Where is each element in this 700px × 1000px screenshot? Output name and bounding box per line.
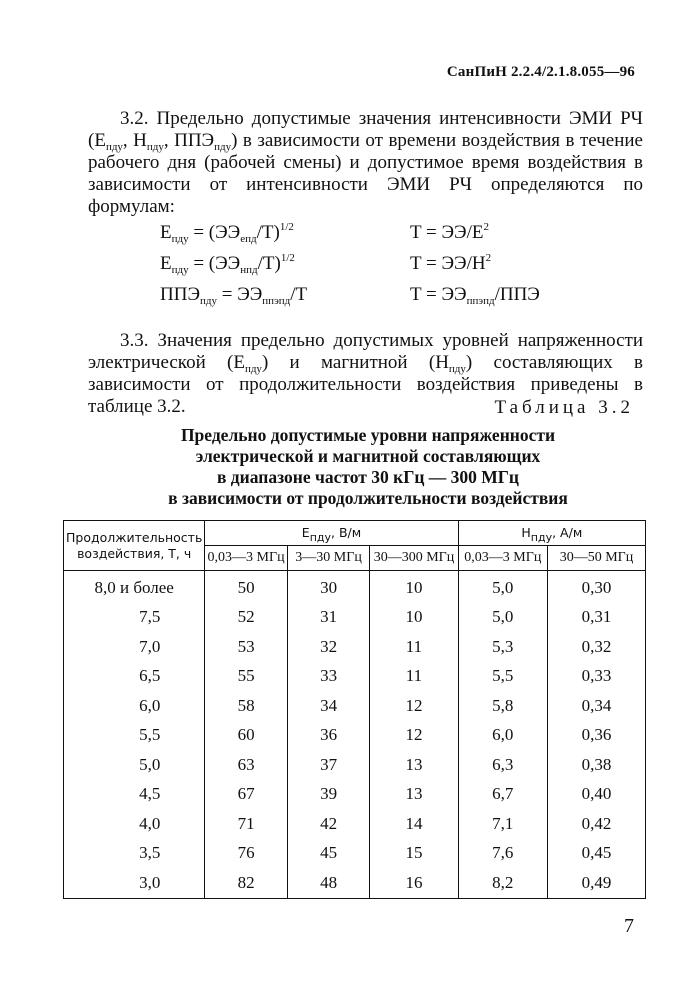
- value-cell: 71: [205, 809, 288, 839]
- formula-h-time: $T = ЭЭ/H^2$: [410, 252, 492, 274]
- duration-cell: 4,5: [64, 780, 205, 810]
- duration-cell: 6,5: [64, 662, 205, 692]
- value-cell: 60: [205, 721, 288, 751]
- duration-cell: 4,0: [64, 809, 205, 839]
- duration-cell: 5,5: [64, 721, 205, 751]
- formula-h-limit: $E_{пду} = (ЭЭ_{нпд}/T)^{1/2}$: [160, 252, 295, 276]
- table-row: [64, 691, 646, 721]
- value-cell: 11: [370, 632, 458, 662]
- value-cell: 0,30: [547, 571, 645, 603]
- duration-cell: 6,0: [64, 691, 205, 721]
- table-title-line: в зависимости от продолжительности воздействия: [168, 488, 568, 508]
- value-cell: 34: [287, 691, 370, 721]
- value-cell: 5,8: [458, 691, 547, 721]
- value-cell: 16: [370, 868, 458, 898]
- value-cell: 32: [287, 632, 370, 662]
- table-title-line: Предельно допустимые уровни напряженности: [180, 425, 556, 445]
- formula-row: [160, 222, 630, 253]
- value-cell: 0,33: [547, 662, 645, 692]
- value-cell: 13: [370, 780, 458, 810]
- table-title: [88, 425, 648, 509]
- value-cell: 36: [287, 721, 370, 751]
- value-cell: 76: [205, 839, 288, 869]
- formula-row: [160, 253, 630, 284]
- table-body: [64, 571, 646, 899]
- value-cell: 7,6: [458, 839, 547, 869]
- value-cell: 0,38: [547, 750, 645, 780]
- value-cell: 53: [205, 632, 288, 662]
- value-cell: 0,36: [547, 721, 645, 751]
- table-row: [64, 632, 646, 662]
- table-row: [64, 750, 646, 780]
- limits-table: [63, 520, 646, 899]
- duration-cell: 5,0: [64, 750, 205, 780]
- table-row: [64, 721, 646, 751]
- value-cell: 10: [370, 571, 458, 603]
- formula-block: [160, 222, 630, 315]
- value-cell: 67: [205, 780, 288, 810]
- value-cell: 58: [205, 691, 288, 721]
- table-row: [64, 809, 646, 839]
- section-number: 3.2.: [120, 108, 149, 129]
- table-title-line: в диапазоне частот 30 кГц — 300 МГц: [216, 467, 520, 487]
- value-cell: 12: [370, 691, 458, 721]
- value-cell: 0,31: [547, 603, 645, 633]
- formula-row: [160, 284, 630, 315]
- table-row: [64, 662, 646, 692]
- value-cell: 15: [370, 839, 458, 869]
- page-number: 7: [624, 915, 634, 937]
- value-cell: 6,0: [458, 721, 547, 751]
- value-cell: 0,40: [547, 780, 645, 810]
- value-cell: 10: [370, 603, 458, 633]
- table-row: [64, 571, 646, 603]
- formula-e-time: $T = ЭЭ/E^2$: [410, 221, 489, 243]
- value-cell: 5,3: [458, 632, 547, 662]
- column-group-e: $E_{пду}$, В/м: [205, 521, 458, 546]
- duration-cell: 3,0: [64, 868, 205, 898]
- value-cell: 6,7: [458, 780, 547, 810]
- section-3-2-paragraph: 3.2. Предельно допустимые значения интенсивности ЭМИ РЧ ($E_{пду}$, $H_{пду}$, $ППЭ_{пду}$) в зависимости от времени воздействия в течение рабочего дня (рабочей смены) и допустимое время воздействия в зависимости от интенсивности ЭМИ РЧ определяются по формулам:: [88, 108, 644, 217]
- value-cell: 0,32: [547, 632, 645, 662]
- value-cell: 37: [287, 750, 370, 780]
- value-cell: 6,3: [458, 750, 547, 780]
- value-cell: 63: [205, 750, 288, 780]
- table-row: [64, 780, 646, 810]
- value-cell: 14: [370, 809, 458, 839]
- value-cell: 11: [370, 662, 458, 692]
- value-cell: 50: [205, 571, 288, 603]
- value-cell: 45: [287, 839, 370, 869]
- value-cell: 0,49: [547, 868, 645, 898]
- value-cell: 0,34: [547, 691, 645, 721]
- duration-cell: 8,0 и более: [64, 571, 205, 603]
- subcolumn-header: 0,03—3 МГц: [205, 546, 288, 571]
- value-cell: 7,1: [458, 809, 547, 839]
- formula-ppe-limit: $ППЭ_{пду} = ЭЭ_{ппэпд}/T$: [160, 284, 308, 307]
- value-cell: 8,2: [458, 868, 547, 898]
- table-row: [64, 839, 646, 869]
- duration-cell: 3,5: [64, 839, 205, 869]
- value-cell: 31: [287, 603, 370, 633]
- value-cell: 5,5: [458, 662, 547, 692]
- column-header-duration: Продолжительность воздействия, T, ч: [64, 521, 205, 571]
- value-cell: 0,45: [547, 839, 645, 869]
- formula-ppe-time: $T = ЭЭ_{ппэпд}$/ППЭ: [410, 284, 540, 307]
- subcolumn-header: 30—50 МГц: [547, 546, 645, 571]
- value-cell: 13: [370, 750, 458, 780]
- value-cell: 33: [287, 662, 370, 692]
- formula-e-limit: $E_{пду} = (ЭЭ_{епд}/T)^{1/2}$: [160, 221, 294, 245]
- duration-cell: 7,0: [64, 632, 205, 662]
- value-cell: 39: [287, 780, 370, 810]
- document-code: СанПиН 2.2.4/2.1.8.055—96: [446, 64, 635, 80]
- column-group-h: $H_{пду}$, А/м: [458, 521, 645, 546]
- value-cell: 42: [287, 809, 370, 839]
- subcolumn-header: 0,03—3 МГц: [458, 546, 547, 571]
- table-row: [64, 868, 646, 898]
- subcolumn-header: 3—30 МГц: [287, 546, 370, 571]
- value-cell: 5,0: [458, 603, 547, 633]
- value-cell: 30: [287, 571, 370, 603]
- value-cell: 82: [205, 868, 288, 898]
- section-3-3-paragraph: 3.3. Значения предельно допустимых уровней напряженности электрической $(E_{пду})$ и магнитной $(H_{пду})$ составляющих в зависимости от продолжительности воздействия приведены в таблице 3.2.: [88, 330, 644, 417]
- table-label: Таблица 3.2: [494, 397, 634, 418]
- value-cell: 55: [205, 662, 288, 692]
- value-cell: 5,0: [458, 571, 547, 603]
- value-cell: 12: [370, 721, 458, 751]
- table-row: [64, 603, 646, 633]
- section-number: 3.3.: [120, 330, 149, 351]
- value-cell: 52: [205, 603, 288, 633]
- value-cell: 0,42: [547, 809, 645, 839]
- duration-cell: 7,5: [64, 603, 205, 633]
- subcolumn-header: 30—300 МГц: [370, 546, 458, 571]
- value-cell: 48: [287, 868, 370, 898]
- table-title-line: электрической и магнитной составляющих: [195, 446, 541, 466]
